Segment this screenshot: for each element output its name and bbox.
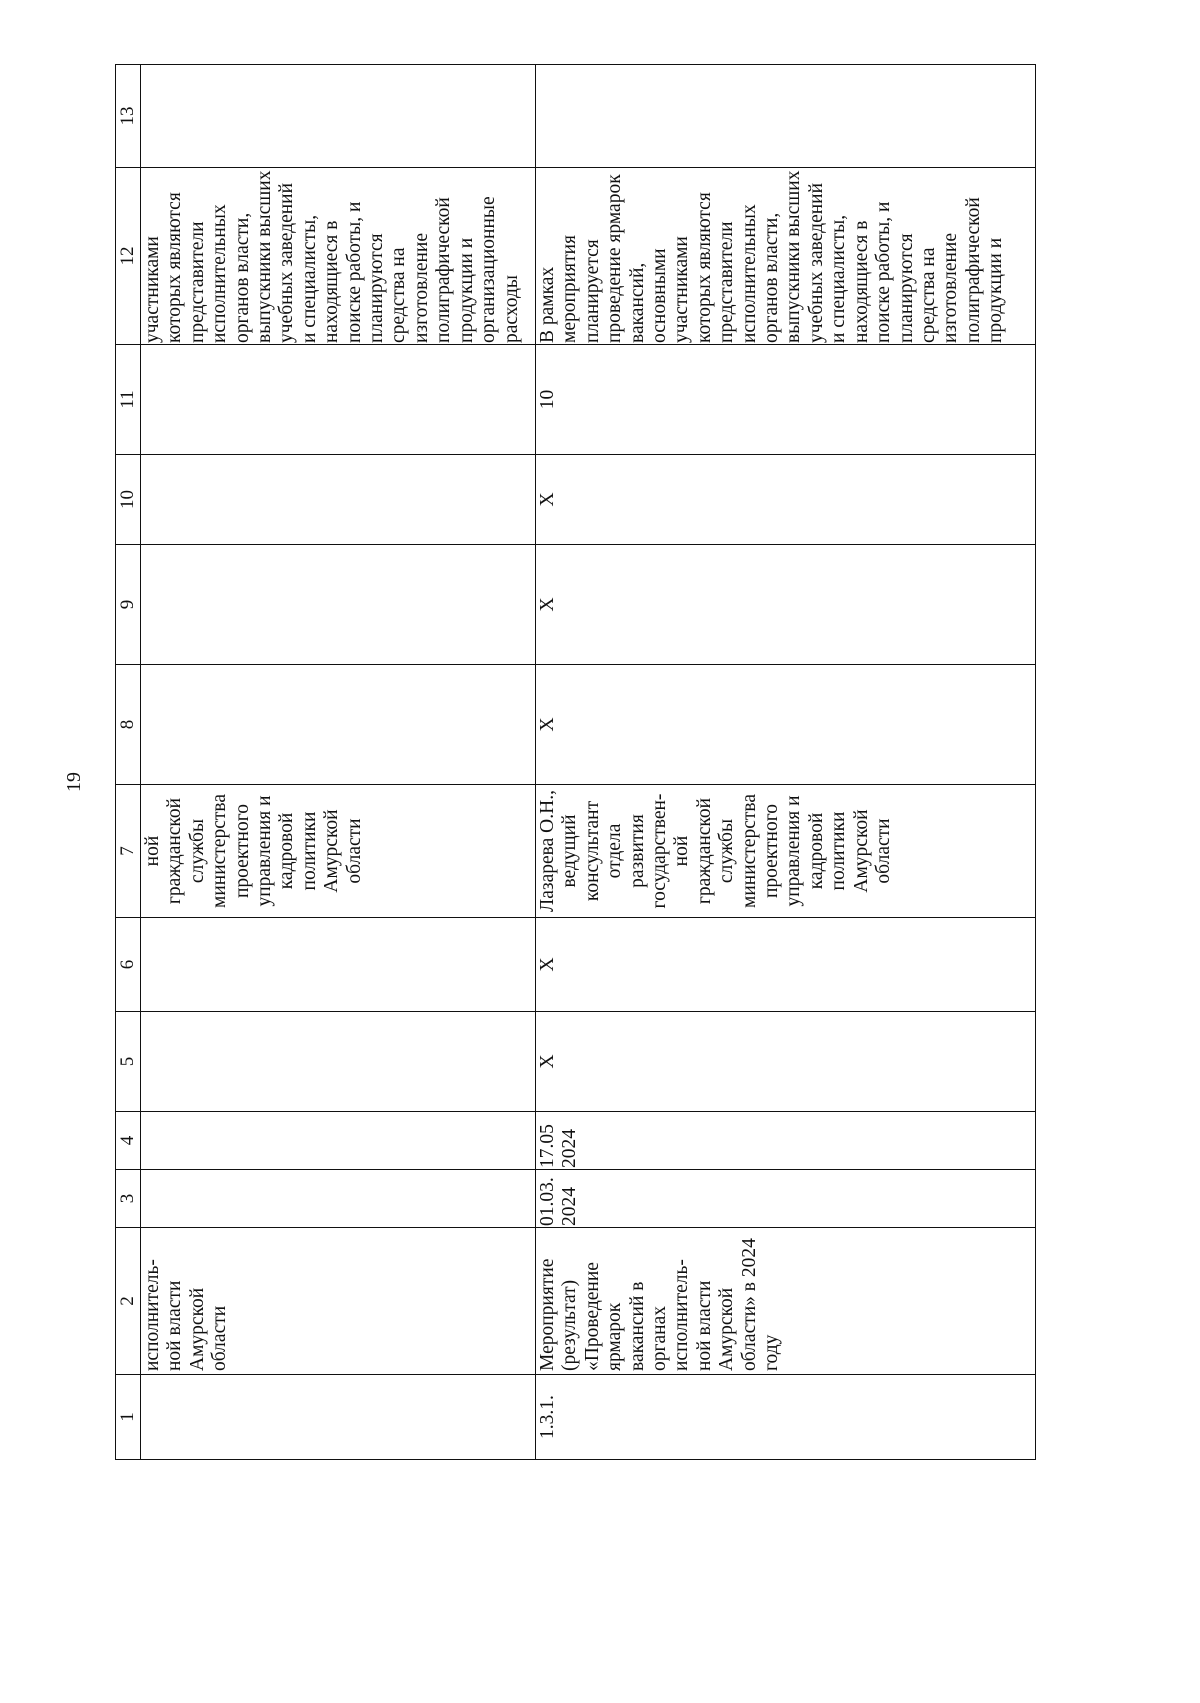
cell-col-4 xyxy=(141,1112,536,1170)
column-number-7: 7 xyxy=(116,785,141,918)
cell-col-9 xyxy=(141,545,536,665)
cell-col-1: 1.3.1. xyxy=(536,1375,1036,1460)
cell-col-11: 10 xyxy=(536,345,1036,455)
cell-col-7: ной гражданской службы министерства проектного управления и кадровой политики Амурской области xyxy=(141,785,536,918)
column-number-11: 11 xyxy=(116,345,141,455)
column-number-9: 9 xyxy=(116,545,141,665)
cell-col-8: X xyxy=(536,665,1036,785)
rotated-table-container xyxy=(115,65,1035,1460)
column-number-4: 4 xyxy=(116,1112,141,1170)
column-number-1: 1 xyxy=(116,1375,141,1460)
column-number-5: 5 xyxy=(116,1012,141,1112)
column-number-12: 12 xyxy=(116,168,141,345)
cell-col-13 xyxy=(141,65,536,168)
page-number: 19 xyxy=(63,772,85,792)
cell-col-10 xyxy=(141,455,536,545)
cell-col-7: Лазарева О.Н., ведущий консультант отдела развития государствен- ной гражданской службы министерства проектного управления и кадровой политики Амурской области xyxy=(536,785,1036,918)
cell-col-1 xyxy=(141,1375,536,1460)
cell-col-4: 17.05 2024 xyxy=(536,1112,1036,1170)
column-number-8: 8 xyxy=(116,665,141,785)
cell-col-12: участниками которых являются представители исполнительных органов власти, выпускники высших учебных заведений и специалисты, находящиеся в поиске работы, и планируются средства на изготовление полиграфической продукции и организационные расходы xyxy=(141,168,536,345)
cell-col-5 xyxy=(141,1012,536,1112)
cell-col-9: X xyxy=(536,545,1036,665)
cell-col-8 xyxy=(141,665,536,785)
plan-table xyxy=(115,64,1036,1460)
column-number-3: 3 xyxy=(116,1170,141,1228)
table-row xyxy=(536,65,1036,1460)
cell-col-10: X xyxy=(536,455,1036,545)
column-number-13: 13 xyxy=(116,65,141,168)
cell-col-6: X xyxy=(536,918,1036,1012)
cell-col-12: В рамках мероприятия планируется проведение ярмарок вакансий, основными участниками которых являются представители исполнительных органов власти, выпускники высших учебных заведений и специалисты, находящиеся в поиске работы, и планируются средства на изготовление полиграфической продукции и xyxy=(536,168,1036,345)
cell-col-2: исполнитель- ной власти Амурской области xyxy=(141,1228,536,1375)
table-header-row xyxy=(116,65,141,1460)
cell-col-6 xyxy=(141,918,536,1012)
cell-col-13 xyxy=(536,65,1036,168)
column-number-10: 10 xyxy=(116,455,141,545)
column-number-6: 6 xyxy=(116,918,141,1012)
cell-col-3: 01.03. 2024 xyxy=(536,1170,1036,1228)
table-row xyxy=(141,65,536,1460)
cell-col-5: X xyxy=(536,1012,1036,1112)
column-number-2: 2 xyxy=(116,1228,141,1375)
cell-col-11 xyxy=(141,345,536,455)
cell-col-2: Мероприятие (результат) «Проведение ярмарок вакансий в органах исполнитель- ной власти Амурской области» в 2024 году xyxy=(536,1228,1036,1375)
cell-col-3 xyxy=(141,1170,536,1228)
